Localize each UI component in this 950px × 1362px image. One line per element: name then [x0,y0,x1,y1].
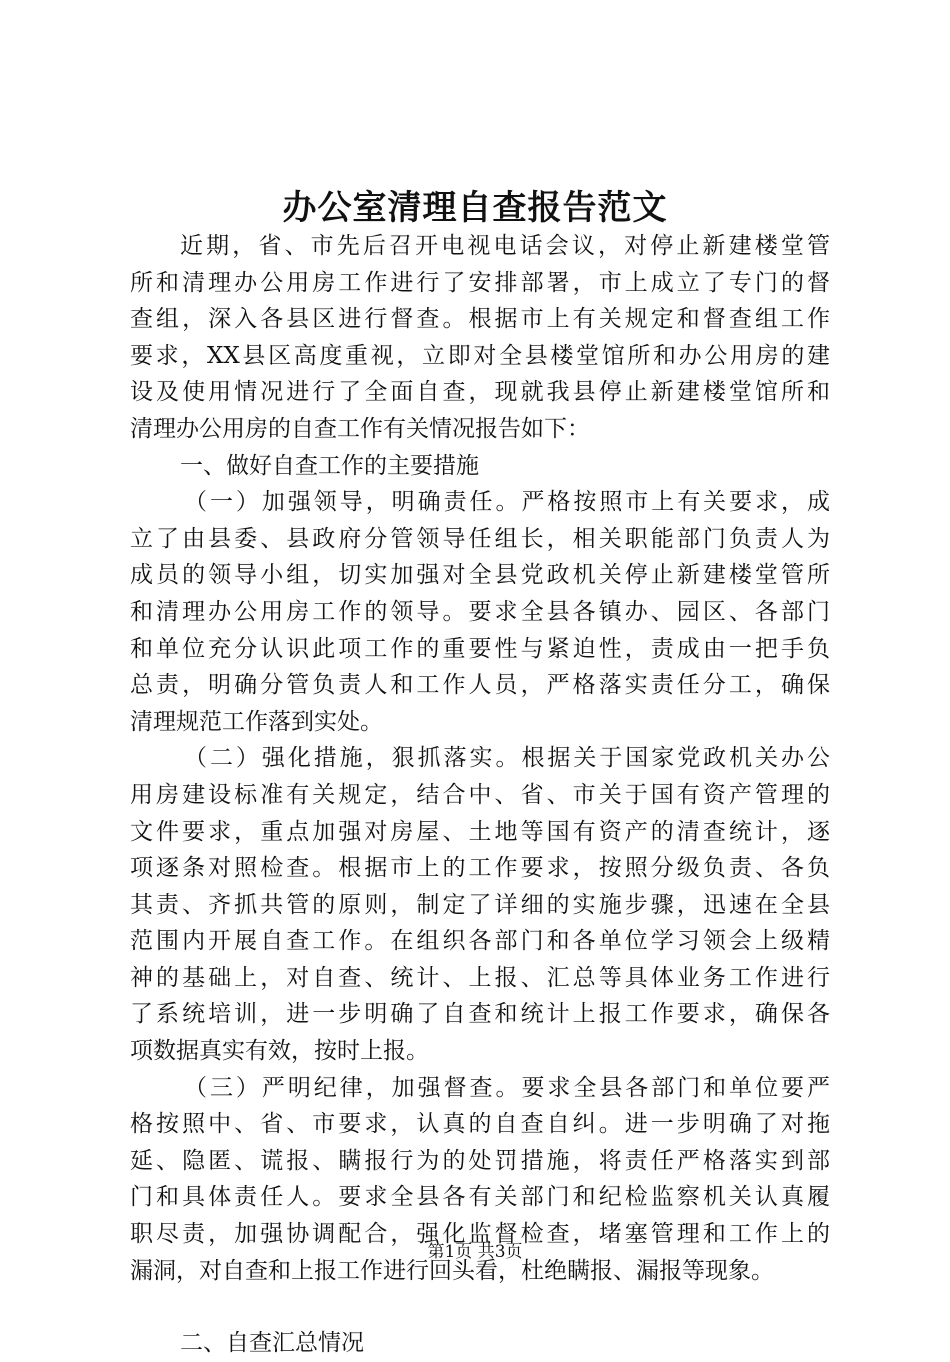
paragraph-line: 清理办公用房的自查工作有关情况报告如下： [130,415,590,442]
paragraph-line: 和单位充分认识此项工作的重要性与紧迫性，责成由一把手负 [130,635,830,662]
paragraph-gap [130,1289,830,1325]
paragraph-line: 总责，明确分管负责人和工作人员，严格落实责任分工，确保 [130,672,830,699]
paragraph-line: 了系统培训，进一步明确了自查和统计上报工作要求，确保各 [130,1001,830,1028]
paragraph-line: 漏洞，对自查和上报工作进行回头看，杜绝瞒报、漏报等现象。 [130,1257,774,1284]
document-title: 办公室清理自查报告范文 [282,188,668,228]
paragraph-line: 和清理办公用房工作的领导。要求全县各镇办、园区、各部门 [130,598,830,625]
paragraph-line: 设及使用情况进行了全面自查，现就我县停止新建楼堂馆所和 [130,379,830,406]
paragraph-line: （二）强化措施，狠抓落实。根据关于国家党政机关办公 [184,745,830,772]
paragraph-line: 近期，省、市先后召开电视电话会议，对停止新建楼堂管 [180,233,830,259]
section-heading: 一、做好自查工作的主要措施 [180,452,479,479]
section-heading: 二、自查汇总情况 [180,1330,364,1357]
paragraph-line: 用房建设标准有关规定，结合中、省、市关于国有资产管理的 [130,781,830,808]
paragraph-line: 所和清理办公用房工作进行了安排部署，市上成立了专门的督 [130,269,830,296]
paragraph-line: 清理规范工作落到实处。 [130,708,383,735]
paragraph-line: 其责、齐抓共管的原则，制定了详细的实施步骤，迅速在全县 [130,891,830,918]
paragraph-line: 项数据真实有效，按时上报。 [130,1038,429,1065]
paragraph-line: 范围内开展自查工作。在组织各部门和各单位学习领会上级精 [130,928,830,955]
document-body [130,228,830,1362]
page-number: 第1页 共3页 [427,1242,523,1262]
paragraph-line: 查组，深入各县区进行督查。根据市上有关规定和督查组工作 [130,306,830,333]
paragraph-line: 项逐条对照检查。根据市上的工作要求，按照分级负责、各负 [130,855,830,882]
paragraph-line: 立了由县委、县政府分管领导任组长，相关职能部门负责人为 [130,525,830,552]
paragraph-line: 文件要求，重点加强对房屋、土地等国有资产的清查统计，逐 [130,818,830,845]
paragraph-line: 要求，XX县区高度重视，立即对全县楼堂馆所和办公用房的建 [130,342,830,369]
paragraph-line: （一）加强领导，明确责任。严格按照市上有关要求，成 [184,489,830,516]
paragraph-line: 职尽责，加强协调配合，强化监督检查，堵塞管理和工作上的 [130,1221,830,1248]
paragraph-line: 门和具体责任人。要求全县各有关部门和纪检监察机关认真履 [130,1184,830,1211]
paragraph-line: 延、隐匿、谎报、瞒报行为的处罚措施，将责任严格落实到部 [130,1147,830,1174]
paragraph-line: 格按照中、省、市要求，认真的自查自纠。进一步明确了对拖 [130,1111,830,1138]
paragraph-line: 成员的领导小组，切实加强对全县党政机关停止新建楼堂管所 [130,562,830,589]
paragraph-line: 神的基础上，对自查、统计、上报、汇总等具体业务工作进行 [130,964,830,991]
paragraph-line: （三）严明纪律，加强督查。要求全县各部门和单位要严 [184,1074,830,1101]
